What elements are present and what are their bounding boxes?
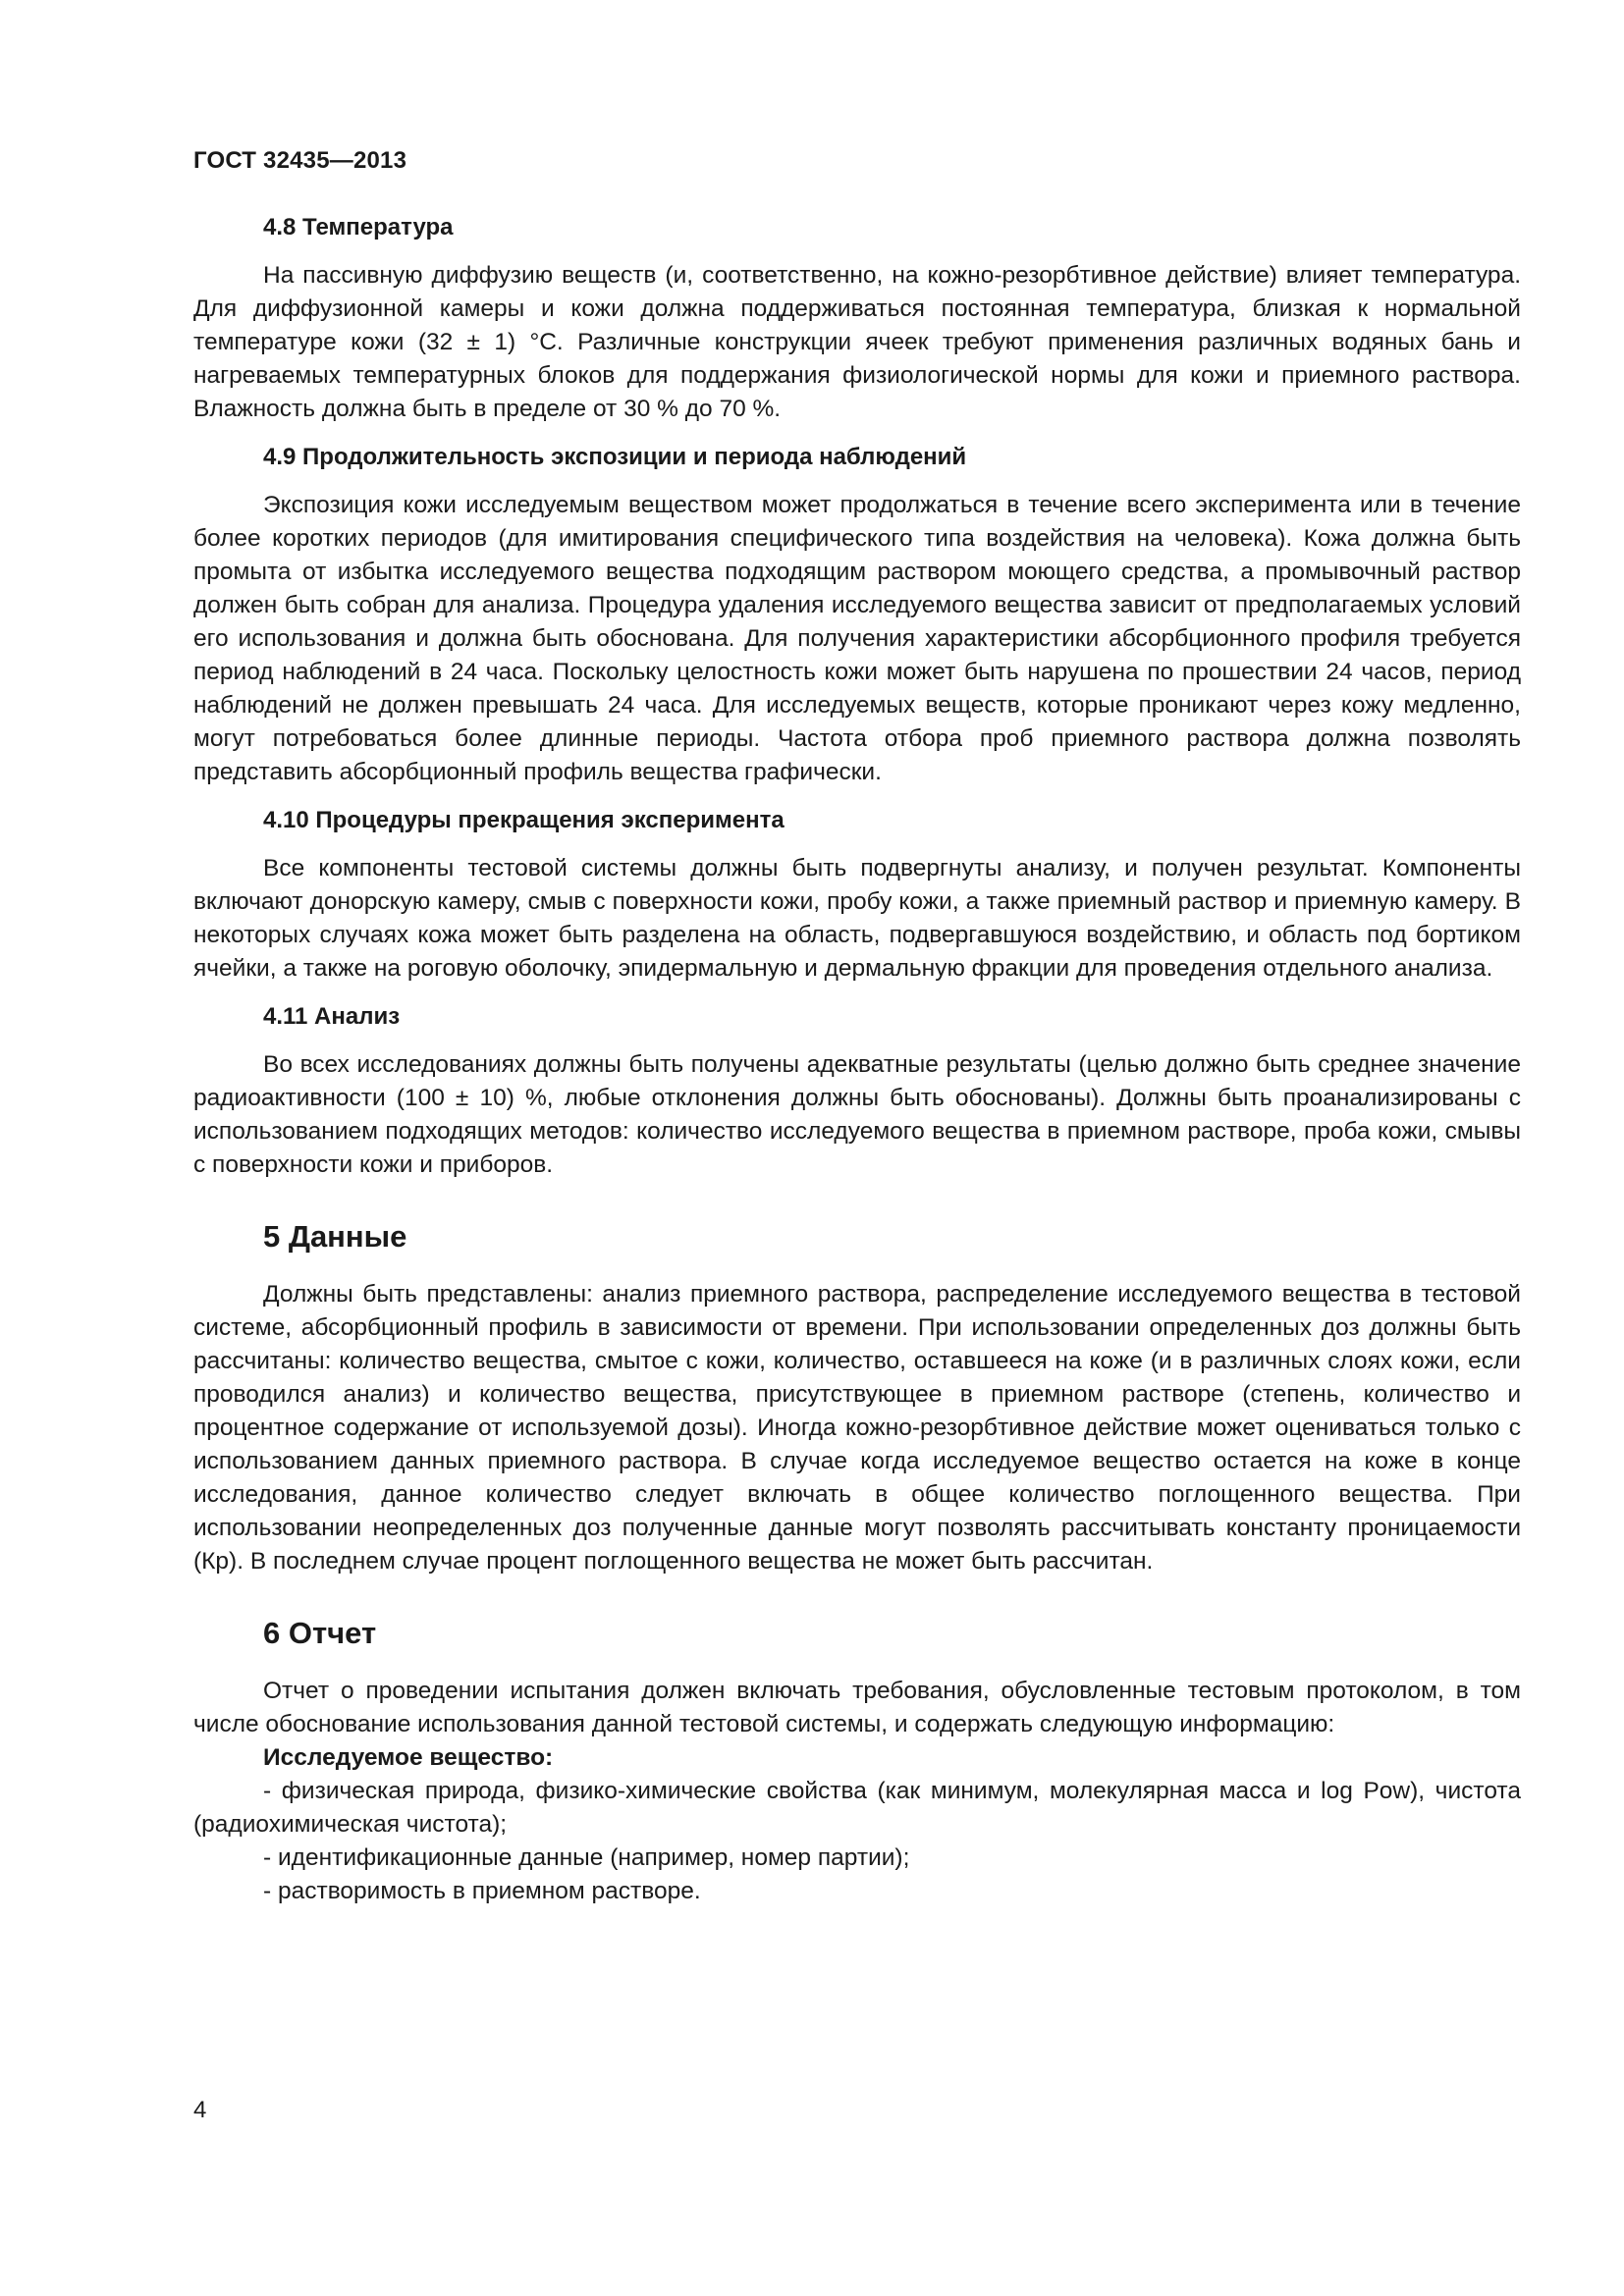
test-substance-item: - идентификационные данные (например, номер партии); — [263, 1844, 910, 1871]
section-5-paragraph: Должны быть представлены: анализ приемного раствора, распределение исследуемого вещества в тестовой системе, абсорбционный профиль в зависимости от времени. При использовании определенных доз должны быть рассчитаны: количество вещества, смытое с кожи, количество, оставшееся на коже (и в различных слоях кожи, если проводился анализ) и количество вещества, присутствующее в приемном растворе (степень, количество и процентное содержание от используемой дозы). Иногда кожно-резорбтивное действие может оцениваться только с использованием данных приемного раствора. В случае когда исследуемое вещество остается на коже в конце исследования, данное количество следует включать в общее количество поглощенного вещества. При использовании неопределенных доз полученные данные могут позволять рассчитывать константу проницаемости (Кр). В последнем случае процент поглощенного вещества не может быть рассчитан. — [193, 1281, 1521, 1575]
section-4-11-paragraph: Во всех исследованиях должны быть получены адекватные результаты (целью должно быть среднее значение радиоактивности (100 ± 10) %, любые отклонения должны быть обоснованы). Должны быть проанализированы с использованием подходящих методов: количество исследуемого вещества в приемном растворе, проба кожи, смывы с поверхности кожи и приборов. — [193, 1051, 1521, 1178]
section-6-title: 6 Отчет — [263, 1616, 377, 1650]
section-4-10-paragraph: Все компоненты тестовой системы должны быть подвергнуты анализу, и получен результат. Компоненты включают донорскую камеру, смыв с поверхности кожи, пробу кожи, а также приемный раствор и приемную камеру. В некоторых случаях кожа может быть разделена на область, подвергавшуюся воздействию, и область под бортиком ячейки, а также на роговую оболочку, эпидермальную и дермальную фракции для проведения отдельного анализа. — [193, 855, 1521, 982]
section-4-9-paragraph: Экспозиция кожи исследуемым веществом может продолжаться в течение всего эксперимента или в течение более коротких периодов (для имитирования специфического типа воздействия на человека). Кожа должна быть промыта от избытка исследуемого вещества подходящим раствором моющего средства, а промывочный раствор должен быть собран для анализа. Процедура удаления исследуемого вещества зависит от предполагаемых условий его использования и должна быть обоснована. Для получения характеристики абсорбционного профиля требуется период наблюдений в 24 часа. Поскольку целостность кожи может быть нарушена по прошествии 24 часов, период наблюдений не должен превышать 24 часа. Для исследуемых веществ, которые проникают через кожу медленно, могут потребоваться более длинные периоды. Частота отбора проб приемного раствора должна позволять представить абсорбционный профиль вещества графически. — [193, 492, 1521, 785]
test-substance-block — [193, 1741, 1521, 1908]
section-4-8-paragraph: На пассивную диффузию веществ (и, соответственно, на кожно-резорбтивное действие) влияет температура. Для диффузионной камеры и кожи должна поддерживаться постоянная температура, близкая к нормальной температуре кожи (32 ± 1) °С. Различные конструкции ячеек требуют применения различных водяных бань и нагреваемых температурных блоков для поддержания физиологической нормы для кожи и приемного раствора. Влажность должна быть в пределе от 30 % до 70 %. — [193, 262, 1521, 422]
section-4-9-title: 4.9 Продолжительность экспозиции и периода наблюдений — [263, 444, 967, 470]
page-number: 4 — [193, 2097, 207, 2123]
document-code-header: ГОСТ 32435—2013 — [193, 147, 407, 174]
section-4-8-title: 4.8 Температура — [263, 214, 454, 240]
section-5-title: 5 Данные — [263, 1219, 407, 1254]
test-substance-heading: Исследуемое вещество: — [263, 1744, 554, 1771]
test-substance-item: - физическая природа, физико-химические свойства (как минимум, молекулярная масса и log Pow), чистота (радиохимическая чистота); — [193, 1778, 1521, 1838]
section-6-paragraph: Отчет о проведении испытания должен включать требования, обусловленные тестовым протоколом, в том числе обоснование использования данной тестовой системы, и содержать следующую информацию: — [193, 1678, 1521, 1737]
section-4-11-title: 4.11 Анализ — [263, 1003, 401, 1030]
document-page — [193, 147, 1521, 1908]
section-4-10-title: 4.10 Процедуры прекращения эксперимента — [263, 807, 785, 833]
test-substance-item: - растворимость в приемном растворе. — [263, 1878, 701, 1904]
